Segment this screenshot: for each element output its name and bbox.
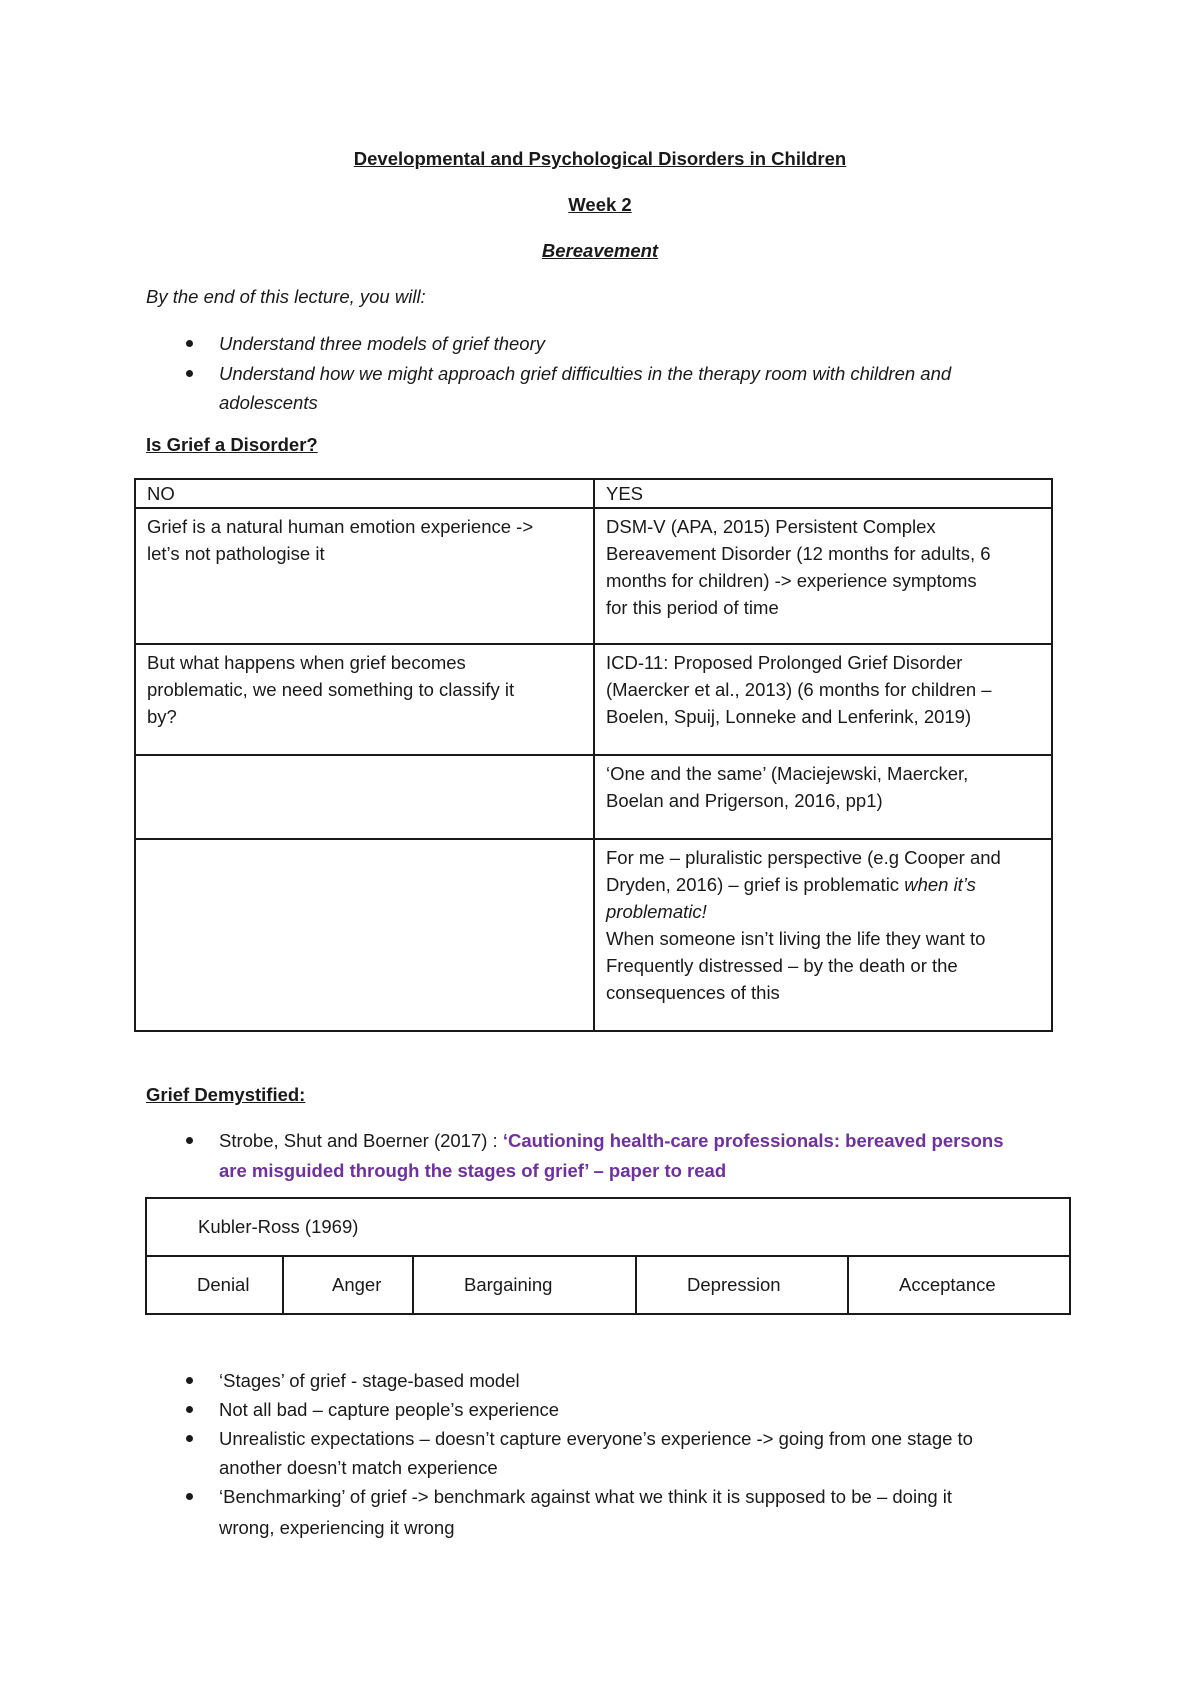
table-row (146, 1198, 1070, 1256)
stage-cell (413, 1256, 636, 1314)
bullet-icon (186, 370, 193, 377)
cell-line: by? (147, 706, 177, 727)
model-name: Kubler-Ross (1969) (198, 1216, 359, 1237)
cell-line: Boelen, Spuij, Lonneke and Lenferink, 2019) (606, 706, 972, 727)
table-cell-yes (594, 644, 1052, 755)
cell-line: months for children) -> experience symptoms (606, 570, 977, 591)
table-cell-no-empty (135, 839, 594, 1031)
stage-label: Denial (197, 1274, 250, 1295)
list-item: Not all bad – capture people’s experience (219, 1399, 560, 1420)
list-item: Unrealistic expectations – doesn’t capture everyone’s experience -> going from one stage to (219, 1428, 973, 1449)
objective-item-continued: adolescents (219, 392, 318, 413)
stage-label: Anger (332, 1274, 382, 1295)
cell-line: Boelan and Prigerson, 2016, pp1) (606, 790, 883, 811)
cell-line (606, 871, 1041, 898)
column-header-yes: YES (594, 479, 1052, 508)
cell-line: Bereavement Disorder (12 months for adults, 6 (606, 543, 991, 564)
list-item: ‘Stages’ of grief - stage-based model (219, 1370, 520, 1391)
bullet-icon (186, 1435, 193, 1442)
list-item-continued: another doesn’t match experience (219, 1457, 498, 1478)
section-heading-demystified: Grief Demystified: (146, 1084, 306, 1105)
objectives-intro: By the end of this lecture, you will: (146, 286, 426, 307)
reference-title: ‘Cautioning health-care professionals: bereaved persons (502, 1130, 1004, 1151)
table-cell-yes (594, 508, 1052, 644)
cell-line: ‘One and the same’ (Maciejewski, Maercker, (606, 763, 969, 784)
table-cell-no (135, 508, 594, 644)
cell-line: But what happens when grief becomes (147, 652, 466, 673)
cell-line: For me – pluralistic perspective (e.g Cooper and (606, 847, 1001, 868)
bullet-icon (186, 1406, 193, 1413)
list-item-continued: wrong, experiencing it wrong (219, 1517, 455, 1538)
cell-text: Dryden, 2016) – grief is problematic (606, 874, 905, 895)
reference-authors: Strobe, Shut and Boerner (2017) : (219, 1130, 503, 1151)
cell-text-italic: when it’s (904, 874, 976, 895)
kubler-ross-table (145, 1197, 1071, 1315)
section-heading-disorder: Is Grief a Disorder? (146, 434, 318, 455)
cell-line: problematic! (606, 901, 707, 922)
column-header-no: NO (135, 479, 594, 508)
bullet-icon (186, 1377, 193, 1384)
cell-line: When someone isn’t living the life they want to (606, 928, 986, 949)
bullet-icon (186, 340, 193, 347)
stage-label: Acceptance (899, 1274, 996, 1295)
table-row (135, 508, 1052, 644)
stage-cell (636, 1256, 848, 1314)
document-title: Developmental and Psychological Disorders in Children (353, 148, 847, 169)
cell-line: problematic, we need something to classify it (147, 679, 515, 700)
topic-label: Bereavement (541, 240, 659, 261)
model-name-cell (146, 1198, 1070, 1256)
bullet-icon (186, 1493, 193, 1500)
stage-label: Depression (687, 1274, 781, 1295)
reference-line (219, 1126, 1004, 1155)
cell-line: DSM-V (APA, 2015) Persistent Complex (606, 516, 936, 537)
table-cell-yes (594, 755, 1052, 839)
cell-line: Frequently distressed – by the death or the (606, 955, 958, 976)
list-item: ‘Benchmarking’ of grief -> benchmark against what we think it is supposed to be – doing it (219, 1486, 953, 1507)
stage-cell (146, 1256, 283, 1314)
table-header-row (135, 479, 1052, 508)
week-label: Week 2 (568, 194, 632, 215)
stage-cell (283, 1256, 413, 1314)
table-row (135, 755, 1052, 839)
cell-line: for this period of time (606, 597, 779, 618)
cell-line: let’s not pathologise it (147, 543, 325, 564)
table-cell-no-empty (135, 755, 594, 839)
table-cell-yes (594, 839, 1052, 1031)
stage-label: Bargaining (464, 1274, 553, 1295)
cell-line: Grief is a natural human emotion experience -> (147, 516, 534, 537)
bullet-icon (186, 1137, 193, 1144)
cell-line: consequences of this (606, 982, 780, 1003)
reference-title-continued: are misguided through the stages of grief’ – paper to read (219, 1160, 727, 1181)
cell-line: (Maercker et al., 2013) (6 months for children – (606, 679, 992, 700)
stage-cell (848, 1256, 1070, 1314)
cell-line: ICD-11: Proposed Prolonged Grief Disorder (606, 652, 963, 673)
table-row (135, 644, 1052, 755)
objective-item: Understand three models of grief theory (219, 333, 545, 354)
stages-row (146, 1256, 1070, 1314)
objective-item: Understand how we might approach grief difficulties in the therapy room with children and (219, 363, 952, 384)
table-cell-no (135, 644, 594, 755)
grief-disorder-table (134, 478, 1053, 1032)
table-row (135, 839, 1052, 1031)
